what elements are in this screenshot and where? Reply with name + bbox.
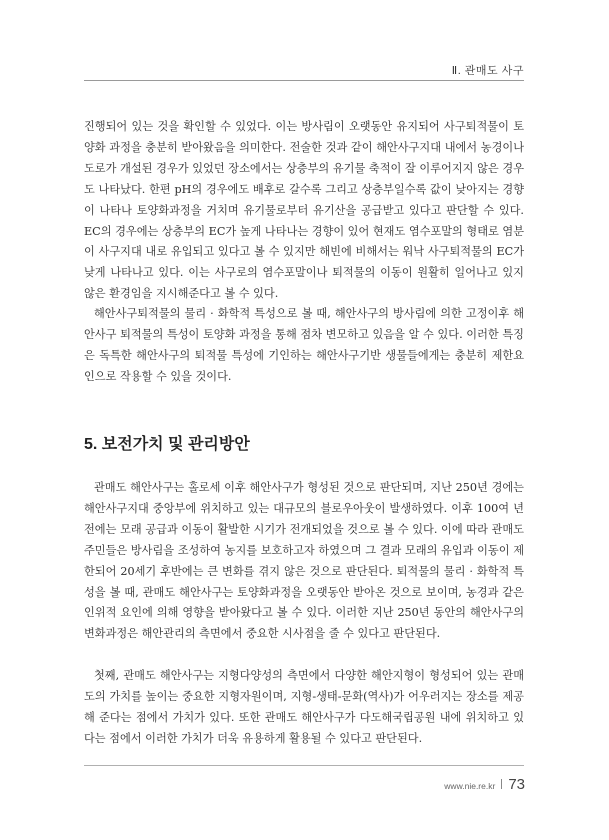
body-paragraph-2: 해안사구퇴적물의 물리 · 화학적 특성으로 볼 때, 해안사구의 방사림에 의한 고정이후 해안사구 퇴적물의 특성이 토양화 과정을 통해 점차 변모하고 있음을 알 수 있다. 이러한 특징은 독특한 해안사구의 퇴적물 특성에 기인하는 해안사구기반 생물들에게는 충분히 제한요인으로 작용할 수 있을 것이다.: [84, 307, 524, 383]
page-number: 73: [508, 776, 525, 793]
section-heading: 5. 보전가치 및 관리방안: [84, 436, 250, 453]
page-footer: [444, 776, 525, 793]
body-paragraph-3: 관매도 해안사구는 홀로세 이후 해안사구가 형성된 것으로 판단되며, 지난 250년 경에는 해안사구지대 중앙부에 위치하고 있는 대규모의 블로우아웃이 발생하였다. 이후 100여 년 전에는 모래 공급과 이동이 활발한 시기가 전개되었을 것으로 볼 수 있다. 이에 따라 관매도 주민들은 방사림을 조성하여 농지를 보호하고자 하였으며 그 결과 모래의 유입과 이동이 제한되어 20세기 후반에는 큰 변화를 겪지 않은 것으로 판단된다. 퇴적물의 물리 · 화학적 특성을 볼 때, 관매도 해안사구는 토양화과정을 오랫동안 받아온 것으로 보이며, 농경과 같은 인위적 요인에 의해 영향을 받아왔다고 볼 수 있다. 이러한 지난 250년 동안의 해안사구의 변화과정은 해안관리의 측면에서 중요한 시사점을 줄 수 있다고 판단된다.: [84, 481, 524, 641]
footer-separator: [501, 779, 502, 789]
chapter-title: Ⅱ. 관매도 사구: [451, 65, 524, 77]
body-paragraph-1: 진행되어 있는 것을 확인할 수 있었다. 이는 방사림이 오랫동안 유지되어 사구퇴적물이 토양화 과정을 충분히 받아왔음을 의미한다. 전술한 것과 같이 해안사구지대 내에서 농경이나 도로가 개설된 경우가 있었던 장소에서는 상층부의 유기물 축적이 잘 이루어지지 않은 경우도 나타났다. 한편 pH의 경우에도 배후로 갈수록 그리고 상층부일수록 값이 낮아지는 경향이 나타나 토양화과정을 거치며 유기물로부터 유기산을 공급받고 있다고 판단할 수 있다. EC의 경우에는 상층부의 EC가 높게 나타나는 경향이 있어 현재도 염수포말의 형태로 염분이 사구지대 내로 유입되고 있다고 볼 수 있지만 해빈에 비해서는 워낙 사구퇴적물의 EC가 낮게 나타나고 있다. 이는 사구로의 염수포말이나 퇴적물의 이동이 원활히 일어나고 있지 않은 환경임을 지시해준다고 볼 수 있다.: [84, 120, 525, 301]
footer-rule: [84, 765, 524, 766]
running-header: [84, 58, 524, 82]
header-rule: [84, 80, 524, 81]
body-paragraph-4: 첫째, 관매도 해안사구는 지형다양성의 측면에서 다양한 해안지형이 형성되어 있는 관매도의 가치를 높이는 중요한 지형자원이며, 지형-생태-문화(역사)가 어우러지는 장소를 제공해 준다는 점에서 가치가 있다. 또한 관매도 해안사구가 다도해국립공원 내에 위치하고 있다는 점에서 이러한 가치가 더욱 유용하게 활용될 수 있다고 판단된다.: [84, 669, 524, 745]
footer-url: www.nie.re.kr: [444, 781, 496, 791]
